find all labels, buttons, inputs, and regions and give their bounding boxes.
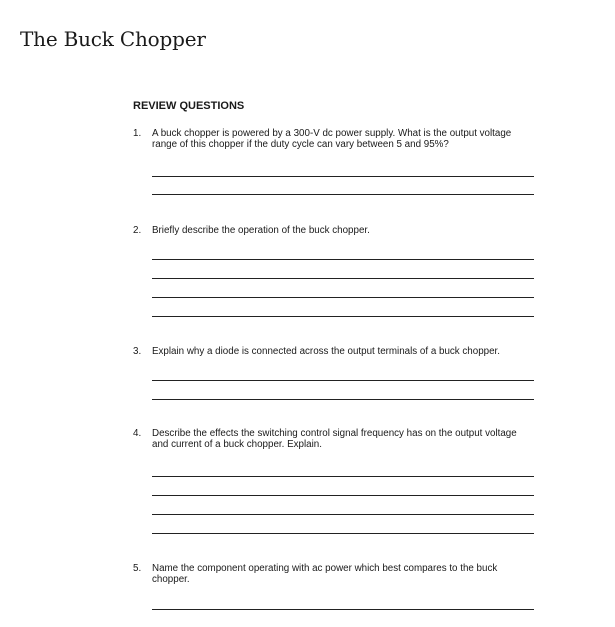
page-title: The Buck Chopper xyxy=(20,27,206,51)
answer-line[interactable] xyxy=(152,278,534,279)
section-heading: REVIEW QUESTIONS xyxy=(133,100,245,112)
question-text: A buck chopper is powered by a 300-V dc power supply. What is the output voltage range of this chopper if the duty cycle can vary between 5 and 95%? xyxy=(152,128,512,150)
answer-line[interactable] xyxy=(152,533,534,534)
question-number: 5. xyxy=(133,563,142,574)
question-text: Briefly describe the operation of the buck chopper. xyxy=(152,225,370,236)
question-number: 2. xyxy=(133,225,142,236)
question-5 xyxy=(133,563,535,585)
answer-line[interactable] xyxy=(152,194,534,195)
answer-line[interactable] xyxy=(152,297,534,298)
question-number: 4. xyxy=(133,428,142,439)
question-3 xyxy=(133,346,535,357)
answer-line[interactable] xyxy=(152,495,534,496)
answer-line[interactable] xyxy=(152,609,534,610)
question-2 xyxy=(133,225,535,236)
answer-line[interactable] xyxy=(152,514,534,515)
question-number: 3. xyxy=(133,346,142,357)
answer-line[interactable] xyxy=(152,176,534,177)
question-text: Explain why a diode is connected across the output terminals of a buck chopper. xyxy=(152,346,500,357)
question-text: Name the component operating with ac power which best compares to the buck chopper. xyxy=(152,563,498,585)
question-text: Describe the effects the switching control signal frequency has on the output voltage and current of a buck chopper. Explain. xyxy=(152,428,517,450)
answer-line[interactable] xyxy=(152,476,534,477)
answer-line[interactable] xyxy=(152,259,534,260)
answer-line[interactable] xyxy=(152,399,534,400)
answer-line[interactable] xyxy=(152,316,534,317)
answer-line[interactable] xyxy=(152,380,534,381)
question-1 xyxy=(133,128,535,150)
question-4 xyxy=(133,428,535,450)
question-number: 1. xyxy=(133,128,142,139)
